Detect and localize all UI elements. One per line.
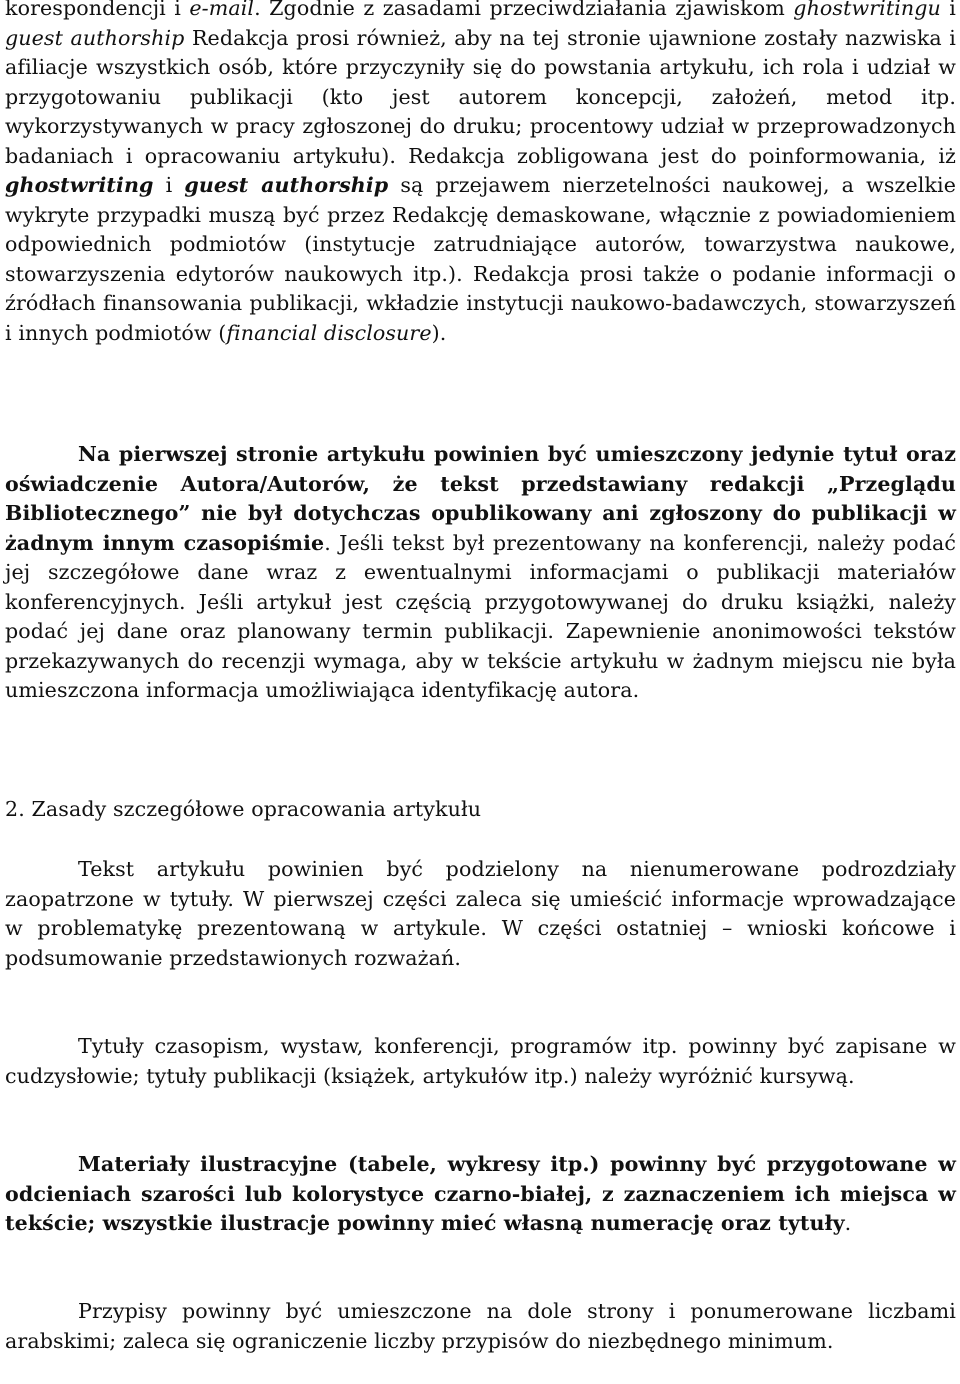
paragraph-structure: Tekst artykułu powinien być podzielony na nienumerowane podrozdziały zaopatrzone w tytuły. W pierwszej części zaleca się umieścić informacje wprowadzające w problematykę prezentowaną w artykule. W części ostatniej – wnioski końcowe i podsumowanie przedstawionych rozważań. [5, 857, 956, 970]
text-run-italic: ghostwritingu [793, 0, 941, 20]
text-run: ). [431, 320, 447, 345]
text-run: . Jeśli tekst był prezentowany na konferencji, należy podać jej szczegółowe dane wraz z ewentualnymi informacjami o publikacji materiałów konferencyjnych. Jeśli artykuł jest częścią przygotowywanej do druku książki, należy podać jej dane oraz planowany termin publikacji. Zapewnienie anonimowości tekstów przekazywanych do recenzji wymaga, aby w tekście artykułu w żadnym miejscu nie była umieszczona informacja umożliwiająca identyfikację autora. [5, 530, 956, 702]
text-run-bold-italic: ghostwriting [5, 173, 154, 197]
text-run-italic: financial disclosure [226, 320, 432, 345]
text-run: i [153, 173, 185, 197]
text-run-bold: Materiały ilustracyjne (tabele, wykresy itp.) powinny być przygotowane w odcieniach szarości lub kolorystyce czarno-białej, z zaznaczeniem ich miejsca w tekście; wszystkie ilustracje powinny mieć własną numerację oraz tytuły [5, 1152, 956, 1235]
text-run: . Zgodnie z zasadami przeciwdziałania zjawiskom [254, 0, 794, 20]
paragraph-disclosure [5, 0, 956, 348]
text-run-bold-italic: guest authorship [184, 173, 389, 197]
section-heading: 2. Zasady szczegółowe opracowania artykułu [5, 797, 482, 821]
paragraph-first-page-requirements [5, 440, 956, 706]
text-run: Redakcja prosi również, aby na tej stronie ujawnione zostały nazwiska i afiliacje wszystkich osób, które przyczyniły się do powstania artykułu, ich rola i udział w przygotowaniu publikacji (kto jest autorem koncepcji, założeń, metod itp. wykorzystywanych w pracy zgłoszonej do druku; procentowy udział w przeprowadzonych badaniach i opracowaniu artykułu). Redakcja zobligowana jest do poinformowania, iż [5, 25, 956, 168]
text-run-italic: e-mail [189, 0, 255, 20]
paragraph-illustrations [5, 1150, 956, 1239]
text-run-bold: Na pierwszej stronie artykułu powinien być umieszczony jedynie tytuł oraz oświadczenie Autora/Autorów, że tekst przedstawiany redakcji „Przeglądu Bibliotecznego” nie był dotychczas opublikowany ani zgłoszony do publikacji w żadnym innym czasopiśmie [5, 442, 956, 555]
paragraph-footnotes: Przypisy powinny być umieszczone na dole strony i ponumerowane liczbami arabskimi; zaleca się ograniczenie liczby przypisów do niezbędnego minimum. [5, 1299, 956, 1353]
text-run: korespondencji i [5, 0, 190, 20]
text-run: i [940, 0, 956, 20]
text-run: są przejawem nierzetelności naukowej, a wszelkie wykryte przypadki muszą być przez Redakcję demaskowane, włącznie z powiadomieniem odpowiednich podmiotów (instytucje zatrudniające autorów, towarzystwa naukowe, stowarzyszenia edytorów naukowych itp.). Redakcja prosi także o podanie informacji o źródłach finansowania publikacji, wkładzie instytucji naukowo-badawczych, stowarzyszeń i innych podmiotów ( [5, 173, 956, 345]
paragraph-titles: Tytuły czasopism, wystaw, konferencji, programów itp. powinny być zapisane w cudzysłowie; tytuły publikacji (książek, artykułów itp.) należy wyróżnić kursywą. [5, 1034, 956, 1088]
text-run: . [844, 1211, 852, 1235]
text-run-italic: guest authorship [5, 25, 185, 50]
